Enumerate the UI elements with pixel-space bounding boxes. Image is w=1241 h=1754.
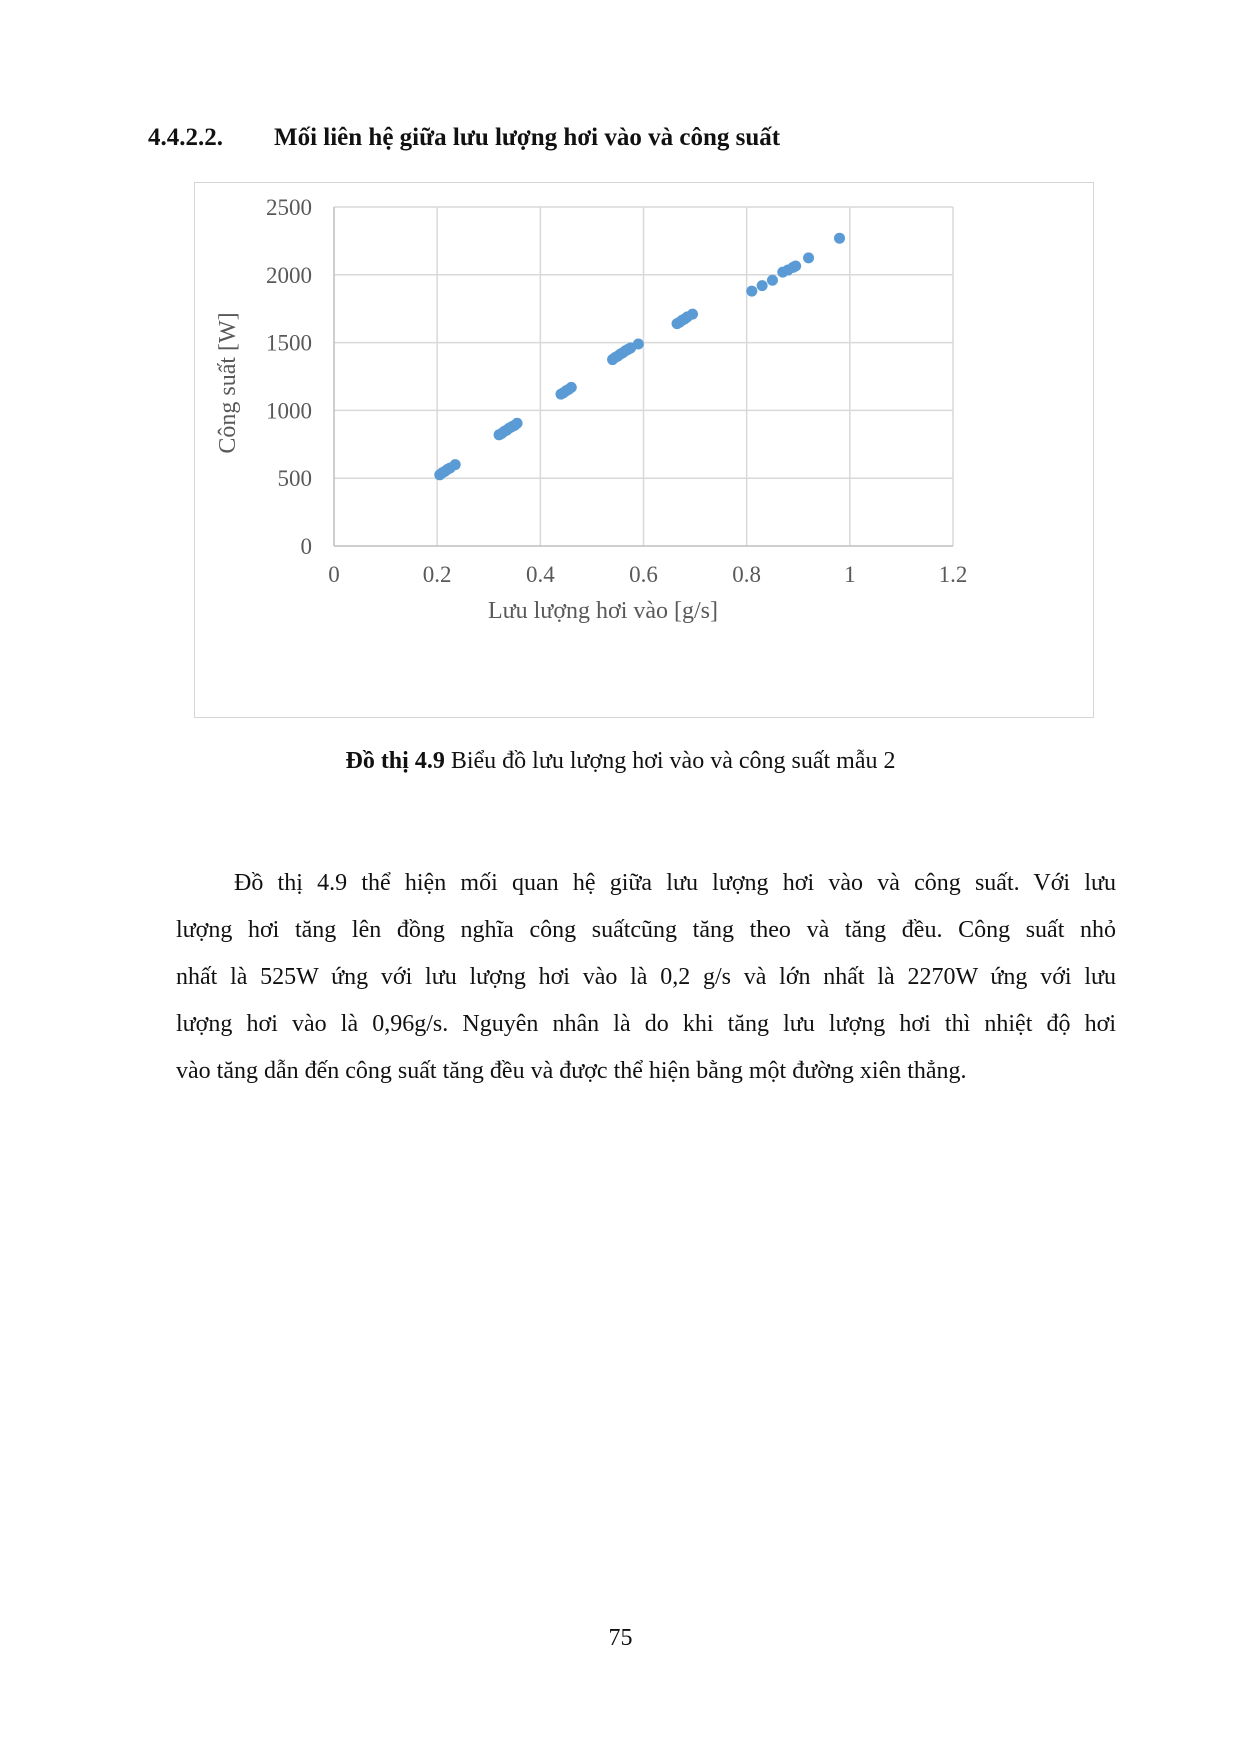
- x-tick-label: 1: [844, 562, 856, 587]
- y-tick-label: 1000: [266, 398, 312, 424]
- paragraph-line: lượng hơi tăng lên đồng nghĩa công suấtcũng tăng theo và tăng đều. Công suất nhỏ: [176, 917, 1116, 943]
- x-tick-label: 0.6: [629, 562, 658, 587]
- y-tick-label: 2000: [266, 262, 312, 288]
- y-axis-label: Công suất [W]: [215, 312, 241, 454]
- data-point: [512, 418, 523, 429]
- data-point: [450, 459, 461, 470]
- section-number: 4.4.2.2.: [148, 124, 223, 151]
- y-tick-label: 1500: [266, 330, 312, 356]
- body-paragraph: [176, 860, 1116, 1095]
- y-tick-label: 0: [300, 534, 312, 559]
- data-point: [803, 252, 814, 263]
- x-tick-label: 0: [328, 562, 340, 587]
- scatter-chart: [195, 183, 1092, 716]
- figure-caption: [0, 748, 1241, 775]
- data-point: [633, 338, 644, 349]
- caption-text: Biểu đồ lưu lượng hơi vào và công suất mẫu 2: [444, 748, 896, 774]
- data-point: [757, 280, 768, 291]
- x-tick-label: 0.2: [422, 562, 452, 587]
- page-number: 75: [608, 1625, 633, 1651]
- paragraph-line: lượng hơi vào là 0,96g/s. Nguyên nhân là do khi tăng lưu lượng hơi thì nhiệt độ hơi: [176, 1011, 1116, 1037]
- section-heading: [148, 124, 780, 152]
- paragraph-line: nhất là 525W ứng với lưu lượng hơi vào là 0,2 g/s và lớn nhất là 2270W ứng với lưu: [176, 964, 1116, 990]
- x-axis-label: Lưu lượng hơi vào [g/s]: [487, 598, 719, 624]
- y-tick-label: 500: [277, 466, 312, 492]
- data-points: [434, 233, 845, 481]
- section-title: Mối liên hệ giữa lưu lượng hơi vào và công suất: [274, 124, 781, 151]
- data-point: [687, 309, 698, 320]
- data-point: [834, 233, 845, 244]
- data-point: [790, 260, 801, 271]
- x-tick-label: 0.4: [525, 562, 555, 587]
- x-tick-label: 0.8: [732, 562, 762, 587]
- x-tick-label: 1.2: [938, 562, 968, 587]
- data-point: [767, 275, 778, 286]
- chart-frame: [194, 182, 1094, 718]
- grid-lines: [334, 207, 953, 546]
- paragraph-line: Đồ thị 4.9 thể hiện mối quan hệ giữa lưu lượng hơi vào và công suất. Với lưu: [234, 870, 1116, 896]
- data-point: [566, 382, 577, 393]
- paragraph-line: vào tăng dẫn đến công suất tăng đều và được thể hiện bằng một đường xiên thẳng.: [176, 1058, 967, 1084]
- data-point: [746, 286, 757, 297]
- tick-labels: [266, 195, 967, 587]
- caption-label: Đồ thị 4.9: [345, 748, 445, 774]
- y-tick-label: 2500: [266, 195, 312, 220]
